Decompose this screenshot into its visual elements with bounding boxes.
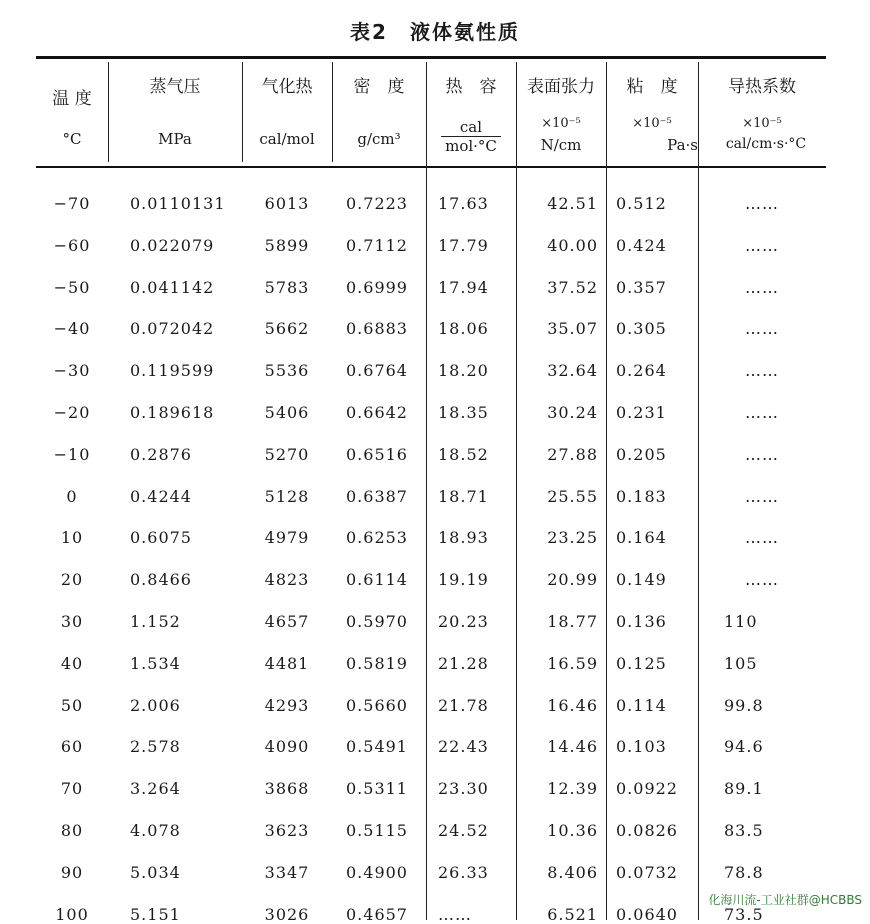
- header-heat-capacity: 热 容: [445, 77, 497, 97]
- cell-vapor: 0.022079: [130, 236, 215, 255]
- cell-conductivity: ……: [745, 361, 779, 380]
- cell-temp: −20: [53, 403, 91, 422]
- cell-vapor: 4.078: [130, 821, 181, 840]
- header-temp: 温 度: [52, 89, 92, 109]
- unit-thermal-conductivity: cal/cm·s·°C: [725, 136, 807, 152]
- cell-density: 0.4657: [346, 905, 408, 924]
- cell-density: 0.6883: [346, 319, 408, 338]
- unit-tension-multiplier: ×10⁻⁵: [541, 116, 581, 131]
- cell-temp: 100: [55, 905, 89, 924]
- cell-viscosity: 0.205: [616, 445, 667, 464]
- cell-viscosity: 0.136: [616, 612, 667, 631]
- cell-temp: 0: [66, 487, 78, 506]
- cell-viscosity: 0.512: [616, 194, 667, 213]
- cell-heat-vap: 4657: [264, 612, 310, 631]
- cell-temp: 30: [60, 612, 84, 631]
- cell-vapor: 0.0110131: [130, 194, 226, 213]
- cell-tension: 10.36: [547, 821, 598, 840]
- cell-density: 0.5819: [346, 654, 408, 673]
- cell-tension: 25.55: [547, 487, 598, 506]
- cell-viscosity: 0.0732: [616, 863, 678, 882]
- header-rule: [36, 166, 826, 168]
- cell-heat-cap: 17.79: [438, 236, 489, 255]
- cell-viscosity: 0.164: [616, 528, 667, 547]
- cell-heat-vap: 3623: [264, 821, 310, 840]
- cell-heat-cap: 21.28: [438, 654, 489, 673]
- cell-density: 0.5660: [346, 696, 408, 715]
- cell-heat-vap: 5536: [264, 361, 310, 380]
- cell-viscosity: 0.0640: [616, 905, 678, 924]
- top-rule: [36, 56, 826, 59]
- cell-conductivity: 99.8: [724, 696, 764, 715]
- cell-tension: 42.51: [547, 194, 598, 213]
- cell-temp: 60: [60, 737, 84, 756]
- cell-conductivity: 78.8: [724, 863, 764, 882]
- header-vapor-pressure: 蒸气压: [149, 77, 201, 97]
- cell-tension: 35.07: [547, 319, 598, 338]
- cell-conductivity: ……: [745, 528, 779, 547]
- cell-tension: 16.46: [547, 696, 598, 715]
- unit-density: g/cm³: [357, 130, 401, 148]
- cell-heat-cap: 18.52: [438, 445, 489, 464]
- cell-tension: 8.406: [547, 863, 598, 882]
- cell-viscosity: 0.0922: [616, 779, 678, 798]
- cell-temp: −40: [53, 319, 91, 338]
- unit-vapor-pressure: MPa: [158, 130, 192, 148]
- header-density: 密 度: [353, 77, 405, 97]
- cell-heat-cap: 19.19: [438, 570, 489, 589]
- cell-temp: 80: [60, 821, 84, 840]
- unit-surface-tension: N/cm: [540, 136, 582, 154]
- cell-heat-vap: 5128: [264, 487, 310, 506]
- cell-heat-cap: 18.93: [438, 528, 489, 547]
- header-viscosity: 粘 度: [626, 77, 678, 97]
- cell-density: 0.5115: [346, 821, 408, 840]
- cell-tension: 30.24: [547, 403, 598, 422]
- cell-vapor: 0.6075: [130, 528, 192, 547]
- cell-tension: 23.25: [547, 528, 598, 547]
- cell-heat-cap: 17.94: [438, 278, 489, 297]
- cell-heat-cap: 20.23: [438, 612, 489, 631]
- cell-tension: 20.99: [547, 570, 598, 589]
- cell-heat-vap: 6013: [264, 194, 310, 213]
- cell-density: 0.6642: [346, 403, 408, 422]
- unit-heat-of-vaporization: cal/mol: [259, 130, 315, 148]
- unit-heat-capacity-num: cal: [441, 118, 501, 137]
- cell-tension: 27.88: [547, 445, 598, 464]
- cell-heat-vap: 4090: [264, 737, 310, 756]
- cell-conductivity: 73.5: [724, 905, 764, 924]
- header-thermal-conductivity: 导热系数: [728, 77, 796, 97]
- cell-tension: 18.77: [547, 612, 598, 631]
- cell-viscosity: 0.103: [616, 737, 667, 756]
- cell-vapor: 5.151: [130, 905, 181, 924]
- cell-temp: −60: [53, 236, 91, 255]
- cell-conductivity: ……: [745, 570, 779, 589]
- cell-heat-vap: 4979: [264, 528, 310, 547]
- column-divider: [426, 62, 427, 920]
- cell-heat-cap: 18.20: [438, 361, 489, 380]
- cell-density: 0.6114: [346, 570, 408, 589]
- unit-heat-capacity: [426, 118, 516, 155]
- cell-density: 0.6516: [346, 445, 408, 464]
- cell-conductivity: ……: [745, 236, 779, 255]
- cell-vapor: 5.034: [130, 863, 181, 882]
- cell-heat-vap: 4823: [264, 570, 310, 589]
- cell-conductivity: ……: [745, 445, 779, 464]
- cell-conductivity: ……: [745, 194, 779, 213]
- cell-viscosity: 0.183: [616, 487, 667, 506]
- cell-density: 0.6253: [346, 528, 408, 547]
- cell-density: 0.5491: [346, 737, 408, 756]
- cell-heat-vap: 4293: [264, 696, 310, 715]
- cell-tension: 37.52: [547, 278, 598, 297]
- cell-viscosity: 0.357: [616, 278, 667, 297]
- cell-heat-cap: 17.63: [438, 194, 489, 213]
- cell-vapor: 1.152: [130, 612, 181, 631]
- cell-heat-cap: 18.35: [438, 403, 489, 422]
- cell-conductivity: ……: [745, 487, 779, 506]
- column-divider: [606, 62, 607, 920]
- cell-conductivity: 105: [724, 654, 758, 673]
- cell-vapor: 3.264: [130, 779, 181, 798]
- cell-temp: 40: [60, 654, 84, 673]
- cell-temp: −50: [53, 278, 91, 297]
- cell-heat-vap: 5899: [264, 236, 310, 255]
- cell-conductivity: ……: [745, 278, 779, 297]
- cell-heat-cap: 24.52: [438, 821, 489, 840]
- cell-heat-vap: 5783: [264, 278, 310, 297]
- cell-vapor: 0.189618: [130, 403, 215, 422]
- cell-tension: 14.46: [547, 737, 598, 756]
- cell-temp: 10: [60, 528, 84, 547]
- cell-conductivity: 110: [724, 612, 758, 631]
- cell-tension: 40.00: [547, 236, 598, 255]
- cell-conductivity: 89.1: [724, 779, 764, 798]
- cell-heat-cap: 18.06: [438, 319, 489, 338]
- cell-density: 0.4900: [346, 863, 408, 882]
- cell-temp: −70: [53, 194, 91, 213]
- cell-heat-vap: 3347: [264, 863, 310, 882]
- header-surface-tension: 表面张力: [527, 77, 595, 97]
- unit-heat-capacity-den: mol·°C: [445, 137, 497, 155]
- cell-heat-cap: 26.33: [438, 863, 489, 882]
- cell-heat-cap: 22.43: [438, 737, 489, 756]
- cell-viscosity: 0.264: [616, 361, 667, 380]
- cell-conductivity: 94.6: [724, 737, 764, 756]
- cell-vapor: 0.4244: [130, 487, 192, 506]
- cell-heat-vap: 3868: [264, 779, 310, 798]
- cell-conductivity: ……: [745, 319, 779, 338]
- cell-heat-vap: 4481: [264, 654, 310, 673]
- cell-viscosity: 0.231: [616, 403, 667, 422]
- table-title: 表2 液体氨性质: [350, 20, 520, 44]
- cell-temp: 90: [60, 863, 84, 882]
- cell-vapor: 0.072042: [130, 319, 215, 338]
- cell-heat-vap: 5662: [264, 319, 310, 338]
- cell-heat-cap: 21.78: [438, 696, 489, 715]
- cell-temp: −30: [53, 361, 91, 380]
- cell-heat-cap: 23.30: [438, 779, 489, 798]
- cell-conductivity: ……: [745, 403, 779, 422]
- unit-viscosity-multiplier: ×10⁻⁵: [632, 116, 672, 131]
- cell-density: 0.5970: [346, 612, 408, 631]
- cell-temp: 20: [60, 570, 84, 589]
- cell-tension: 12.39: [547, 779, 598, 798]
- cell-temp: 50: [60, 696, 84, 715]
- cell-density: 0.6764: [346, 361, 408, 380]
- watermark: 化海川流-工业社群@HCBBS: [708, 893, 862, 907]
- cell-viscosity: 0.125: [616, 654, 667, 673]
- cell-heat-cap: ……: [438, 905, 472, 924]
- cell-density: 0.6999: [346, 278, 408, 297]
- cell-viscosity: 0.0826: [616, 821, 678, 840]
- cell-conductivity: 83.5: [724, 821, 764, 840]
- cell-density: 0.7223: [346, 194, 408, 213]
- cell-vapor: 0.8466: [130, 570, 192, 589]
- cell-vapor: 0.2876: [130, 445, 192, 464]
- cell-vapor: 0.041142: [130, 278, 215, 297]
- cell-density: 0.6387: [346, 487, 408, 506]
- cell-heat-vap: 5406: [264, 403, 310, 422]
- cell-vapor: 2.006: [130, 696, 181, 715]
- cell-tension: 32.64: [547, 361, 598, 380]
- cell-heat-vap: 3026: [264, 905, 310, 924]
- cell-tension: 16.59: [547, 654, 598, 673]
- cell-temp: −10: [53, 445, 91, 464]
- cell-viscosity: 0.424: [616, 236, 667, 255]
- cell-temp: 70: [60, 779, 84, 798]
- cell-vapor: 2.578: [130, 737, 181, 756]
- cell-viscosity: 0.305: [616, 319, 667, 338]
- unit-conductivity-multiplier: ×10⁻⁵: [742, 116, 782, 131]
- cell-vapor: 0.119599: [130, 361, 215, 380]
- unit-viscosity: Pa·s: [667, 136, 698, 154]
- header-heat-of-vaporization: 气化热: [261, 77, 313, 97]
- unit-temp: °C: [62, 130, 82, 148]
- cell-tension: 6.521: [547, 905, 598, 924]
- cell-vapor: 1.534: [130, 654, 181, 673]
- cell-density: 0.5311: [346, 779, 408, 798]
- cell-viscosity: 0.114: [616, 696, 667, 715]
- cell-heat-vap: 5270: [264, 445, 310, 464]
- cell-viscosity: 0.149: [616, 570, 667, 589]
- cell-density: 0.7112: [346, 236, 408, 255]
- cell-heat-cap: 18.71: [438, 487, 489, 506]
